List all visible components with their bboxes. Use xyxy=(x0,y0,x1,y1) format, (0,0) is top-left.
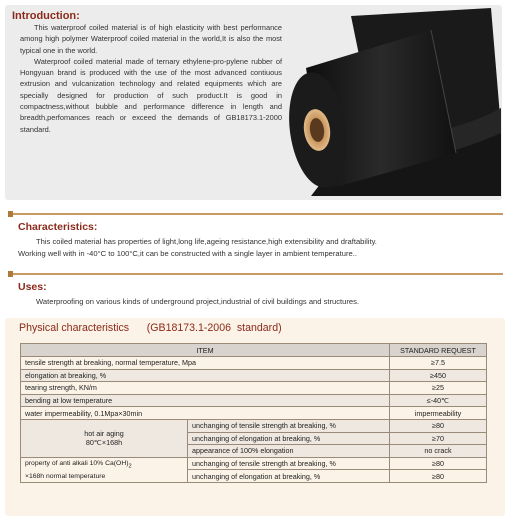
section-divider xyxy=(8,211,503,217)
row-value: ≥450 xyxy=(390,369,487,382)
anti-alkali-label-subscript: 2 xyxy=(128,463,132,470)
row-item: appearance of 100% elongation xyxy=(188,445,390,458)
table-row xyxy=(21,357,487,370)
table-row xyxy=(21,394,487,407)
table-row xyxy=(21,407,487,420)
row-item: bending at low temperature xyxy=(21,394,390,407)
uses-text xyxy=(18,296,498,308)
section-divider xyxy=(8,271,503,277)
physical-title: Physical characteristics (GB18173.1-2006 standard) xyxy=(19,322,282,334)
standard-header: STANDARD REQUEST xyxy=(390,344,487,357)
row-value: ≤-40℃ xyxy=(390,394,487,407)
characteristics-line-1: This coiled material has properties of light,long life,ageing resistance,high extensibility and draftability. xyxy=(36,237,377,246)
introduction-text xyxy=(20,22,282,135)
row-item: unchanging of elongation at breaking, % xyxy=(188,470,390,483)
introduction-paragraph-1: This waterproof coiled material is of high elasticity with best performance among high polymer Waterproof coiled material in the world,It is also the most typical one in the world. xyxy=(20,23,282,55)
uses-line: Waterproofing on various kinds of underground project,industrial of civil buildings and structures. xyxy=(36,297,360,306)
row-value: ≥7.5 xyxy=(390,357,487,370)
item-header: ITEM xyxy=(21,344,390,357)
introduction-title: Introduction: xyxy=(12,10,80,22)
row-value: no crack xyxy=(390,445,487,458)
row-item: unchanging of elongation at breaking, % xyxy=(188,432,390,445)
characteristics-text xyxy=(18,236,498,260)
row-item: tensile strength at breaking, normal temperature, Mpa xyxy=(21,357,390,370)
row-item: unchanging of tensile strength at breaking, % xyxy=(188,419,390,432)
row-value: ≥80 xyxy=(390,457,487,470)
anti-alkali-label xyxy=(21,457,188,482)
row-value: impermeability xyxy=(390,407,487,420)
introduction-paragraph-2: Waterproof coiled material made of ternary ethylene-pro-pylene rubber of Hongyuan brand is produced with the use of the most advanced contiuous extrusion and vulcanization technology and related equipments which are specially designed for production of such product.It is good in compactness,without bubble and performance difference in length and breadth,perfomances reach or exceed the demands of GB18173.1-2000 standard. xyxy=(20,56,282,134)
characteristics-title: Characteristics: xyxy=(18,221,98,233)
row-value: ≥80 xyxy=(390,419,487,432)
characteristics-line-2: Working well with in -40°C to 100°C,it can be constructed with a single layer in ambient temperature.. xyxy=(18,249,357,258)
row-item: elongation at breaking, % xyxy=(21,369,390,382)
row-item: water impermeability, 0.1Mpa×30min xyxy=(21,407,390,420)
table-row xyxy=(21,419,487,432)
hot-air-label-line-2: 80℃×168h xyxy=(85,438,123,448)
uses-title: Uses: xyxy=(18,281,47,293)
row-value: ≥25 xyxy=(390,382,487,395)
physical-properties-table xyxy=(20,343,487,483)
hot-air-label-line-1: hot air aging xyxy=(84,429,124,439)
table-row xyxy=(21,369,487,382)
row-value: ≥70 xyxy=(390,432,487,445)
hot-air-aging-label xyxy=(21,419,188,457)
table-row xyxy=(21,457,487,470)
row-value: ≥80 xyxy=(390,470,487,483)
row-item: unchanging of tensile strength at breaking, % xyxy=(188,457,390,470)
anti-alkali-label-line-1: property of anti alkali 10% Ca(OH) xyxy=(25,460,129,468)
table-row xyxy=(21,382,487,395)
row-item: tearing strength, KN/m xyxy=(21,382,390,395)
rubber-roll-image xyxy=(281,8,501,196)
anti-alkali-label-line-2: ×168h normal temperature xyxy=(25,472,106,480)
